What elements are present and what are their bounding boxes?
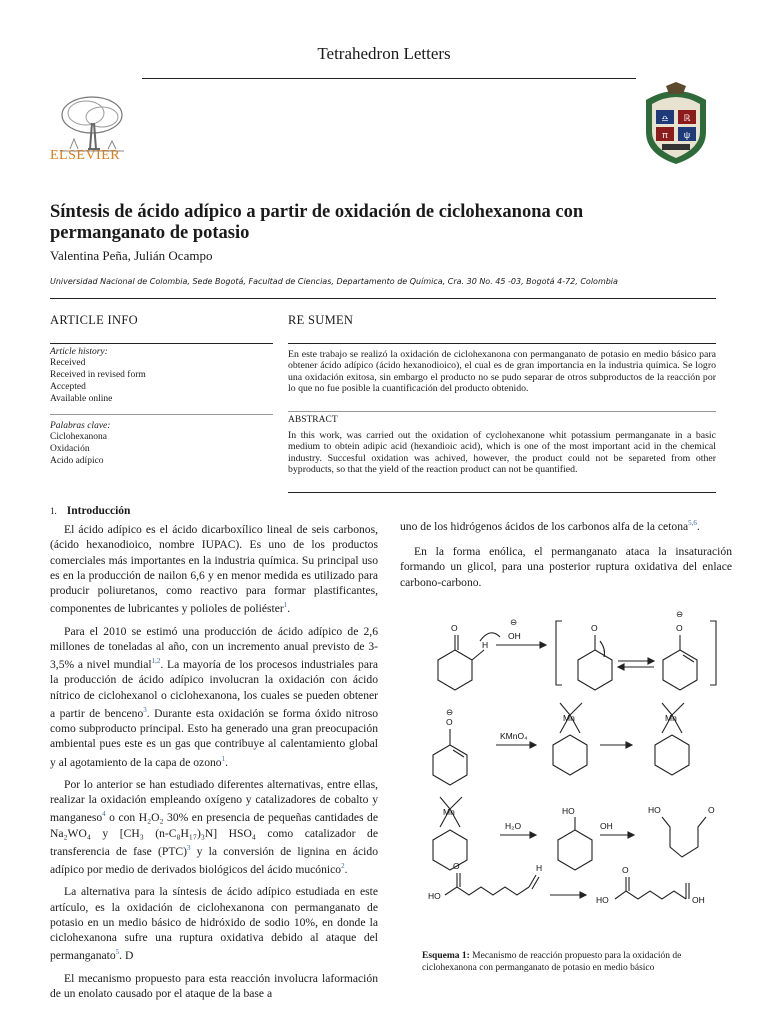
abstract-bottom-rule — [288, 492, 716, 493]
scheme-caption — [422, 950, 738, 974]
scheme-label-oh: OH — [692, 895, 705, 905]
intro-paragraph: El ácido adípico es el ácido dicarboxílico lineal de seis carbonos, (ácido hexanodioico, nombre IUPAC). Es uno de los productos comerciales más importantes en la industria química. Su principal uso es en la producción de nailon 6,6 y en menor medida es utilizado para producir poliuretanos, como reactivo para formar plastificantes, componentes de lubricantes y polioles de poliéster$^1$. — [50, 523, 378, 616]
reaction-scheme — [400, 605, 740, 945]
journal-title: Tetrahedron Letters — [317, 44, 451, 63]
scheme-label-h: H — [482, 640, 489, 650]
keywords-label: Palabras clave: — [50, 421, 111, 431]
history-rule — [50, 414, 273, 415]
scheme-caption-label: Esquema 1: — [422, 951, 470, 961]
abstract-rule — [288, 411, 716, 412]
intro-paragraph: Para el 2010 se estimó una producción de ácido adípico de 2,6 millones de toneladas al año, con un incremento anual previsto de 3-3,5% a nivel mundial$^{1,2}$. La mayoría de los procesos industriales para la producción de ácido adípico involucran la oxidación con ácido nítrico de ciclohexanol o ciclohexanona, los cuales se pueden obtener a partir de benceno$^3$. Durante esta oxidación se forma óxido nitroso como subproducto principal. Esto ha generado una gran preocupación ambiental pues este es un gas que contribuye al calentamiento global y al agotamiento de la capa de ozono$^1$. — [50, 624, 378, 769]
citation[interactable]: 1 — [221, 754, 226, 763]
svg-text:ψ: ψ — [683, 130, 691, 140]
scheme-label-ho: HO — [648, 805, 661, 815]
resumen-text: En este trabajo se realizó la oxidación de ciclohexanona con permanganato de potasio en medio básico para obtener ácido adípico (ácido hexanodioico), el cual es de gran importancia en la industria química. Se logro una oxidación exitosa, sin embargo el producto no se pudo separar de otros subproductos de la reacción por lo que no fue posible la cuantificación del producto obtenido. — [288, 349, 716, 394]
history-item: Accepted — [50, 382, 86, 392]
section-number: 1. — [50, 506, 57, 516]
body-paragraph: En la forma enólica, el permanganato ataca la insaturación formando un glicol, para una posterior ruptura oxidativa del enlace carbono-carbono. — [400, 545, 732, 589]
scheme-label-o: O — [622, 865, 629, 875]
scheme-label-oh: OH — [600, 821, 613, 831]
scheme-label-o: O — [446, 717, 453, 727]
article-history-label: Article history: — [50, 347, 108, 357]
scheme-label-mn: Mn — [563, 713, 575, 723]
abstract-text: In this work, was carried out the oxidation of cyclohexanone whit potassium permanganate in a basic medium to obtein adipic acid (hexandioic acid), which is one of the most important acid in the chemical industry. Succesful oxidation was achived, however, the product could not be separeted from other byproducts, so that the yield of the reaction product can not be quantified. — [288, 430, 716, 475]
scheme-label-h: H — [536, 863, 543, 873]
scheme-label-o: O — [676, 623, 683, 633]
scheme-label-o: O — [451, 623, 458, 633]
history-item: Received — [50, 358, 86, 368]
scheme-label-mn: Mn — [443, 807, 455, 817]
scheme-label-minus: ⊖ — [446, 707, 454, 717]
scheme-label-o: O — [453, 861, 460, 871]
header-rule — [142, 78, 636, 79]
history-item: Received in revised form — [50, 370, 146, 380]
keywords — [50, 421, 270, 467]
section-title: Introducción — [66, 505, 131, 517]
scheme-caption-text: Mecanismo de reacción propuesto para la oxidación de ciclohexanona con permanganato de potasio en medio básico — [422, 951, 682, 973]
citation[interactable]: 1,2 — [151, 657, 161, 666]
citation[interactable]: 4 — [102, 810, 106, 819]
article-authors: Valentina Peña, Julián Ocampo — [50, 248, 213, 263]
scheme-label-ho: HO — [596, 895, 609, 905]
article-info-heading: ARTICLE INFO — [50, 313, 138, 327]
resumen-heading: RE SUMEN — [288, 313, 354, 327]
scheme-label-minus: ⊖ — [510, 617, 518, 627]
scheme-label-ho: HO — [428, 891, 441, 901]
scheme-label-kmno4: KMnO₄ — [500, 731, 528, 741]
svg-text:♎: ♎ — [661, 114, 669, 123]
cyclohexanone-ring — [438, 650, 472, 690]
keyword: Acido adípico — [50, 456, 104, 466]
affiliation-rule — [50, 298, 716, 299]
article-history — [50, 347, 270, 405]
history-item: Available online — [50, 394, 113, 404]
keyword: Oxidación — [50, 444, 90, 454]
citation[interactable]: 3 — [143, 705, 147, 714]
article-affiliation: Universidad Nacional de Colombia, Sede Bogotá, Facultad de Ciencias, Departamento de Química, Cra. 30 No. 45 -03, Bogotá 4-72, Colombia — [50, 277, 618, 286]
scheme-label-ho: HO — [562, 806, 575, 816]
abstract-label: ABSTRACT — [288, 415, 338, 425]
article-title: Síntesis de ácido adípico a partir de oxidación de ciclohexanona con permanganato de potasio — [50, 202, 584, 243]
citation[interactable]: 1 — [283, 601, 288, 610]
info-rule-right — [288, 343, 716, 344]
scheme-label-oh: OH — [508, 631, 521, 641]
intro-paragraph: Por lo anterior se han estudiado diferentes alternativas, entre ellas, realizar la oxidación empleando oxígeno y catalizadores de cobalto y manganeso$^4$ o con H₂O₂ 30% en presencia de pequeñas cantidades de Na₂WO₄ y [CH₃ (n-C₈H₁₇)₃N] HSO₄ como catalizador de transferencia de fase (PTC)$^3$ y la conversión de lignina en ácido adípico por medio de derivados biológicos del ácido mucónico$^2$. — [50, 777, 378, 876]
elsevier-wordmark: ELSEVIER — [50, 148, 121, 163]
scheme-label-h2o: H₂O — [505, 821, 522, 831]
keyword: Ciclohexanona — [50, 432, 107, 442]
svg-text:ℝ: ℝ — [683, 113, 691, 123]
svg-text:π: π — [661, 130, 669, 140]
right-column — [400, 516, 732, 597]
section-heading — [50, 505, 130, 517]
citation[interactable]: 2 — [341, 862, 345, 871]
scheme-label-minus: ⊖ — [676, 609, 684, 619]
info-rule-left — [50, 343, 273, 344]
scheme-label-o: O — [591, 623, 598, 633]
scheme-label-o: O — [708, 805, 715, 815]
left-column — [50, 522, 378, 1008]
citation[interactable]: 3 — [187, 843, 191, 852]
intro-paragraph: El mecanismo propuesto para esta reacción involucra laformación de un enolato causado por el ataque de la base a — [50, 971, 378, 1000]
intro-paragraph: La alternativa para la síntesis de ácido adípico estudiada en este artículo, es la oxidación de ciclohexanona con permanganato de potasio en un medio básico de hidróxido de sodio 10%, en donde la ciclohexanona sufre una ruptura oxidativa debido al ataque del permanganato$^5$. D — [50, 885, 378, 963]
scheme-label-mn: Mn — [665, 713, 677, 723]
university-crest-logo — [636, 82, 716, 166]
citation[interactable]: 5 — [115, 948, 120, 957]
body-paragraph: uno de los hidrógenos ácidos de los carbonos alfa de la cetona$^{5,6}$. — [400, 519, 700, 533]
citation[interactable]: 5,6 — [688, 519, 697, 527]
